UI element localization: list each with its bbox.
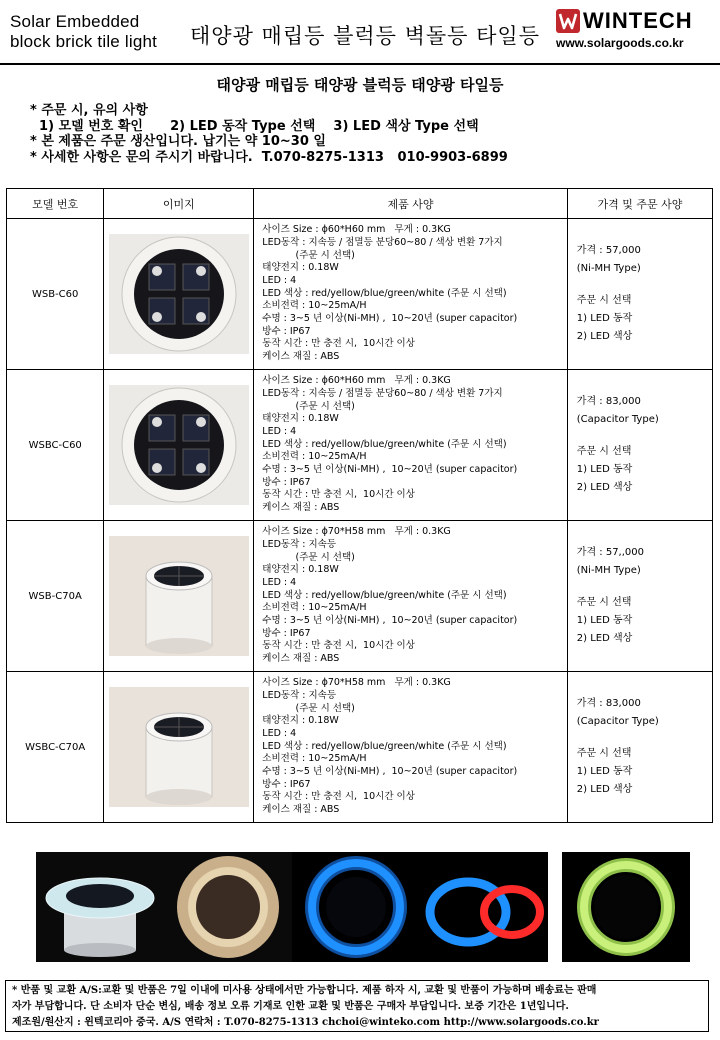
product-photo-top-view [109,385,249,505]
order-option: 2) LED 색상 [576,633,633,644]
specs-cell [254,370,568,521]
product-photo-side-view [109,687,249,807]
price-value: 가격 : 57,,000 [576,547,644,558]
battery-type: (Capacitor Type) [576,414,659,425]
spec-text: 사이즈 Size : ϕ60*H60 mm 무게 : 0.3KG LED동작 : 지속등 / 점멸등 분당60~80 / 색상 변환 7가지 (주문 시 선택) 태양전지 : 0.18W LED : 4 LED 색상 : red/yellow/blue/green/white (주문 시 선택) 소비전력 : 10~25mA/H 수명 : 3~5 년 이상(Ni-MH) , 10~20년 (super capacitor) 방수 : IP67 동작 시간 : 만 충전 시, 10시간 이상 케이스 재질 : ABS [262,224,518,363]
product-image-cell [104,219,254,370]
product-image-cell [104,672,254,823]
photo-white-case [36,852,164,962]
order-option-title: 주문 시 선택 [576,748,632,759]
note-line: * 주문 시, 유의 사항 [30,103,148,118]
specs-cell [254,219,568,370]
table-row [7,219,713,370]
order-option: 2) LED 색상 [576,482,633,493]
order-option: 2) LED 색상 [576,784,633,795]
english-title [10,12,157,52]
product-photo-side-view [109,536,249,656]
order-notes [30,103,508,165]
order-option: 1) LED 동작 [576,766,633,777]
footer-notice [5,980,709,1032]
battery-type: (Capacitor Type) [576,716,659,727]
note-line: * 사세한 사항은 문의 주시기 바랍니다. T.070-8275-1313 010-9903-6899 [30,149,508,165]
photo-yellow-green-glow [562,852,690,962]
product-image-cell [104,521,254,672]
note-line: * 본 제품은 주문 생산입니다. 납기는 약 10~30 일 [30,134,326,149]
note-line: 1) 모델 번호 확인 2) LED 동작 Type 선택 3) LED 색상 Type 선택 [30,118,479,134]
header-model: 모델 번호 [7,189,104,219]
price-value: 가격 : 57,000 [576,245,641,256]
photo-blue-red-glow [420,852,548,962]
brand-url[interactable]: www.solargoods.co.kr [556,36,684,50]
footer-line: 자가 부담합니다. 단 소비자 단순 변심, 배송 정보 오류 기재로 인한 교환 및 반품은 구매자 부담입니다. 보증 기간은 1년입니다. [12,1001,569,1012]
model-number: WSBC-C60 [7,370,104,521]
table-row [7,672,713,823]
order-option: 1) LED 동작 [576,313,633,324]
price-value: 가격 : 83,000 [576,698,641,709]
order-option: 1) LED 동작 [576,615,633,626]
photo-blue-glow [292,852,420,962]
page-header [0,0,720,62]
table-row [7,370,713,521]
page-subtitle: 태양광 매립등 태양광 블럭등 태양광 타일등 [216,76,504,94]
header-price: 가격 및 주문 사양 [567,189,712,219]
korean-title: 태양광 매립등 블럭등 벽돌등 타일등 [190,24,540,48]
product-image-cell [104,370,254,521]
specs-cell [254,672,568,823]
wintech-logo-icon [556,9,580,33]
price-cell [567,370,712,521]
brand-name: WINTECH [583,8,693,33]
brand-logo [556,9,710,53]
header-divider [0,63,720,65]
order-option-title: 주문 시 선택 [576,597,632,608]
product-table [6,188,713,823]
table-header-row [7,189,713,219]
price-value: 가격 : 83,000 [576,396,641,407]
footer-line: * 반품 및 교환 A/S:교환 및 반품은 7일 이내에 미사용 상태에서만 가능합니다. 제품 하자 시, 교환 및 반품이 가능하며 배송료는 판매 [12,985,597,996]
header-specs: 제품 사양 [254,189,568,219]
english-title-line1: Solar Embedded [10,12,140,31]
model-number: WSB-C60 [7,219,104,370]
model-number: WSB-C70A [7,521,104,672]
product-photo-strip [0,846,720,982]
price-cell [567,219,712,370]
header-image: 이미지 [104,189,254,219]
battery-type: (Ni-MH Type) [576,565,641,576]
price-cell [567,672,712,823]
english-title-line2: block brick tile light [10,32,158,51]
battery-type: (Ni-MH Type) [576,263,641,274]
price-cell [567,521,712,672]
footer-line: 제조원/원산지 : 윈텍코리아 중국. A/S 연락처 : T.070-8275-1313 chchoi@winteko.com http://www.solargoods.co.kr [12,1017,599,1028]
spec-text: 사이즈 Size : ϕ70*H58 mm 무게 : 0.3KG LED동작 : 지속등 (주문 시 선택) 태양전지 : 0.18W LED : 4 LED 색상 : red/yellow/blue/green/white (주문 시 선택) 소비전력 : 10~25mA/H 수명 : 3~5 년 이상(Ni-MH) , 10~20년 (super capacitor) 방수 : IP67 동작 시간 : 만 충전 시, 10시간 이상 케이스 재질 : ABS [262,526,518,665]
order-option: 2) LED 색상 [576,331,633,342]
order-option-title: 주문 시 선택 [576,446,632,457]
product-photo-top-view [109,234,249,354]
order-option-title: 주문 시 선택 [576,295,632,306]
model-number: WSBC-C70A [7,672,104,823]
spec-text: 사이즈 Size : ϕ60*H60 mm 무게 : 0.3KG LED동작 : 지속등 / 점멸등 분당60~80 / 색상 변환 7가지 (주문 시 선택) 태양전지 : 0.18W LED : 4 LED 색상 : red/yellow/blue/green/white (주문 시 선택) 소비전력 : 10~25mA/H 수명 : 3~5 년 이상(Ni-MH) , 10~20년 (super capacitor) 방수 : IP67 동작 시간 : 만 충전 시, 10시간 이상 케이스 재질 : ABS [262,375,518,514]
order-option: 1) LED 동작 [576,464,633,475]
table-row [7,521,713,672]
spec-text: 사이즈 Size : ϕ70*H58 mm 무게 : 0.3KG LED동작 : 지속등 (주문 시 선택) 태양전지 : 0.18W LED : 4 LED 색상 : red/yellow/blue/green/white (주문 시 선택) 소비전력 : 10~25mA/H 수명 : 3~5 년 이상(Ni-MH) , 10~20년 (super capacitor) 방수 : IP67 동작 시간 : 만 충전 시, 10시간 이상 케이스 재질 : ABS [262,677,518,816]
photo-amber-case [164,852,292,962]
specs-cell [254,521,568,672]
